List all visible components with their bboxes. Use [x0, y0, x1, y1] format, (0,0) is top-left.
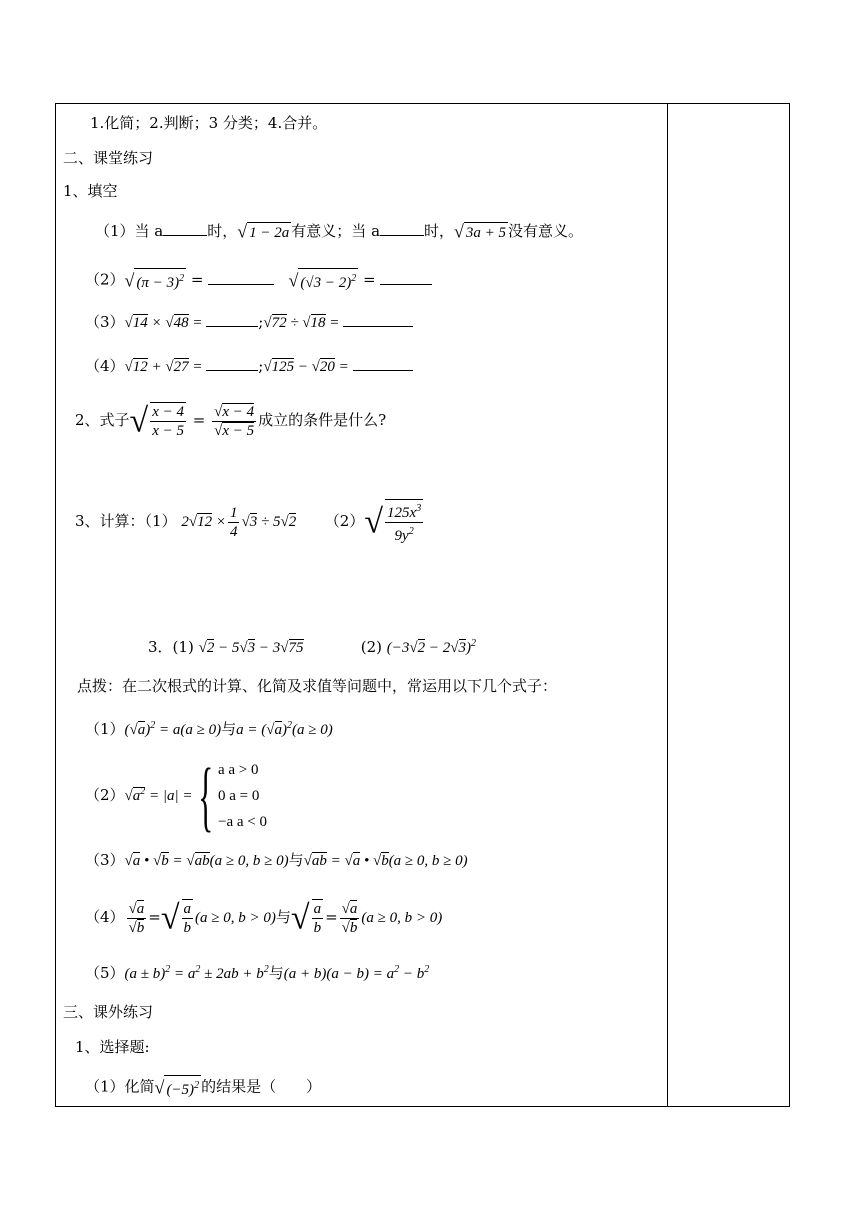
fraction: $\frac{√x - 4}{√x - 5}$ — [214, 403, 255, 439]
answer-blank — [343, 312, 413, 327]
label: 3．(1) — [148, 638, 194, 656]
radical: √ $(-5)^2$ — [155, 1075, 202, 1100]
text: 与 — [288, 851, 304, 869]
formula-1: $(1)(√a)^2 = a(a \ge 0)$与$a = (√a)^2(a \ge 0)$ — [85, 720, 333, 738]
label: （1） — [85, 720, 125, 738]
formula-4: （4） $\frac{√a}{√b}$ =√ $\frac{a}{b}$ (a ≥ 0, b > 0)与√ $\frac{a}{b}$ = $\frac{√a}{√b}$ (a ≥ 0, b > 0) — [85, 899, 443, 937]
radical: √ $(√3 - 2)^2$ — [289, 268, 359, 293]
question-3-part2: 3．(1) √2 − 5√3 − 3√75 (2) $(-3√2 - 2√3)^2$ — [148, 638, 476, 656]
radical: √ $\frac{x - 4}{x - 5}$ — [129, 402, 184, 440]
text: （1）当 a — [95, 222, 164, 240]
steps-line: 1.化简；2.判断；3 分类；4.合并。 — [90, 114, 328, 132]
fill-blank-4: （4）√12 + √27 = ;√125 − √20 = — [85, 356, 413, 377]
formula-5: $(5)(a \pm b)^2 = a^2 \pm 2ab + b^2$与$(a + b)(a - b) = a^2 - b^2$ — [85, 964, 430, 982]
table-frame — [55, 103, 790, 1107]
radical: √ $\frac{125x^3}{9y^2}$ — [364, 498, 425, 547]
answer-blank — [353, 356, 413, 371]
column-divider — [667, 103, 668, 1107]
brace: { — [197, 752, 213, 839]
text: 时， — [207, 222, 238, 240]
text: （1）化简 — [85, 1077, 155, 1096]
section-heading: 三、课外练习 — [63, 1003, 154, 1021]
question-2: 2、式子√ $\frac{x - 4}{x - 5}$ = $\frac{√x - 4}{√x - 5}$ 成立的条件是什么? — [75, 396, 386, 445]
text: （2） — [324, 512, 365, 530]
label: (2) — [360, 638, 382, 656]
text: 时， — [424, 222, 455, 240]
fill-blank-2: （2）√ $(\pi - 3)^2$ = √ $(√3 - 2)^2$ = — [85, 268, 432, 293]
answer-blank — [206, 312, 258, 327]
answer-blank — [380, 221, 424, 236]
label: （2） — [85, 270, 125, 289]
label: （4） — [85, 908, 125, 926]
radical: √ 3a + 5 — [454, 222, 507, 243]
text: 没有意义。 — [508, 222, 584, 240]
text: 与 — [275, 908, 291, 926]
radical: √ 1 − 2a — [237, 222, 290, 243]
label: （2） — [85, 786, 125, 804]
cases — [218, 757, 267, 835]
formula-3: （3）√a • √b = √ab(a ≥ 0, b ≥ 0)与√ab = √a • √b(a ≥ 0, b ≥ 0) — [85, 851, 468, 869]
text: 有意义；当 a — [291, 222, 381, 240]
exercise-1 — [85, 1075, 321, 1100]
text: 2、式子 — [75, 411, 130, 429]
fill-blank-3: （3）√14 × √48 = ;√72 ÷ √18 = — [85, 312, 413, 333]
question-heading: 1、填空 — [63, 182, 118, 200]
text: 与 — [221, 720, 237, 738]
text: 与 — [268, 964, 284, 982]
radical: √ $(\pi - 3)^2$ — [125, 268, 187, 293]
text: 成立的条件是什么? — [258, 411, 387, 429]
fill-blank-1 — [95, 221, 583, 243]
question-3: 3、计算：（1） 2√12 × $\frac{1}{4}$ √3 ÷ 5√2 （2）√ $\frac{125x^3}{9y^2}$ — [75, 497, 425, 546]
exercise-heading: 1、选择题: — [75, 1038, 150, 1056]
case-row: 0 a = 0 — [217, 788, 260, 804]
label: （3） — [85, 313, 125, 331]
case-row: a a > 0 — [217, 762, 259, 778]
text: 的结果是（ ） — [201, 1077, 322, 1096]
formula-2: $(2)√a^2 = |a|$ ={ a a > 0 0 a = 0 −a a < 0 — [85, 752, 267, 839]
label: （4） — [85, 357, 125, 375]
section-heading: 二、课堂练习 — [63, 149, 154, 167]
answer-blank — [208, 270, 274, 285]
case-row: −a a < 0 — [217, 814, 267, 830]
text: 3、计算：（1） — [75, 512, 177, 530]
label: （5） — [85, 964, 125, 982]
answer-blank — [380, 270, 432, 285]
hint-text: 点拨：在二次根式的计算、化简及求值等问题中，常运用以下几个式子： — [77, 677, 558, 695]
answer-blank — [163, 221, 207, 236]
label: （3） — [85, 851, 125, 869]
answer-blank — [206, 356, 258, 371]
